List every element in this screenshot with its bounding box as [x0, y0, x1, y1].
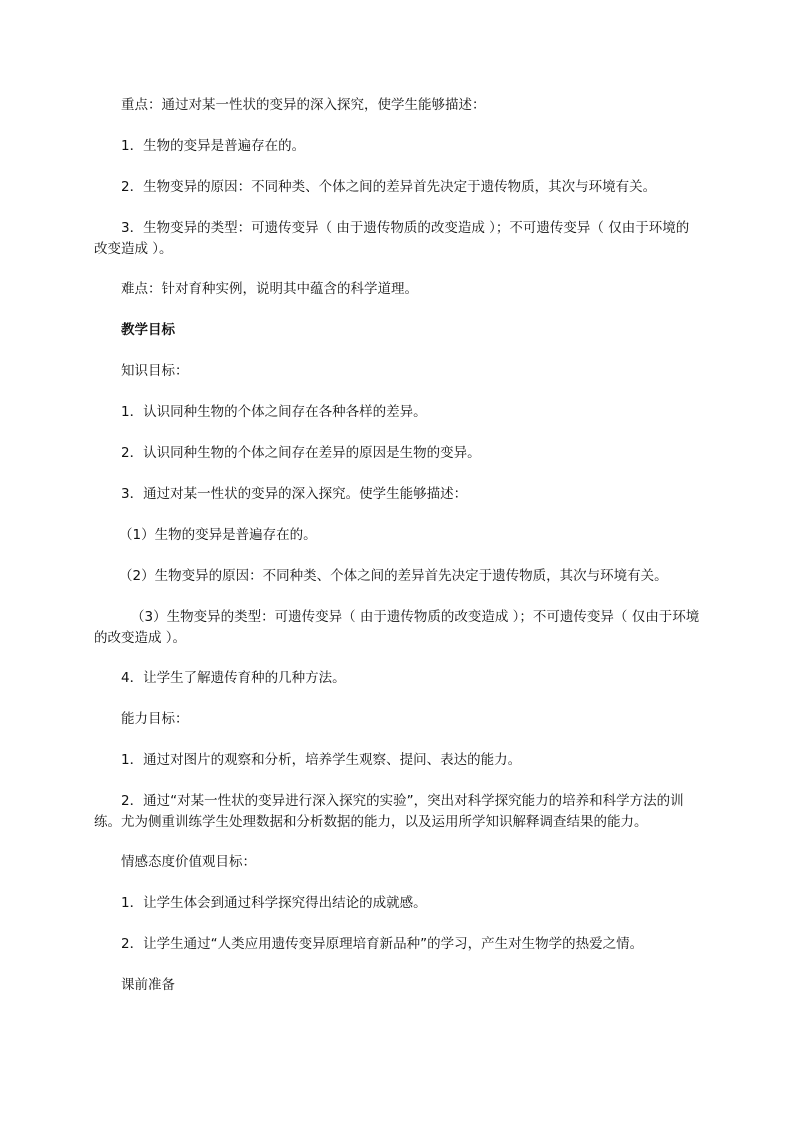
- knowledge-subitem-3: （3）生物变异的类型：可遗传变异（ 由于遗传物质的改变造成 ）；不可遗传变异（ 仅由于环境的改变造成 ）。: [94, 609, 700, 646]
- key-point-item-2: 2．生物变异的原因：不同种类、个体之间的差异首先决定于遗传物质，其次与环境有关。: [121, 179, 657, 195]
- knowledge-subitem-2: （2）生物变异的原因：不同种类、个体之间的差异首先决定于遗传物质，其次与环境有关。: [119, 568, 668, 584]
- ability-item-1: 1．通过对图片的观察和分析，培养学生观察、提问、表达的能力。: [121, 752, 522, 768]
- ability-item-2: 2．通过“对某一性状的变异进行深入探究的实验”，突出对科学探究能力的培养和科学方法的训练。尤为侧重训练学生处理数据和分析数据的能力，以及运用所学知识解释调查结果的能力。: [94, 793, 684, 830]
- knowledge-item-4: 4．让学生了解遗传育种的几种方法。: [121, 670, 346, 686]
- knowledge-subitem-1: （1）生物的变异是普遍存在的。: [119, 527, 317, 543]
- difficulty-paragraph: 难点：针对育种实例，说明其中蕴含的科学道理。: [121, 281, 418, 297]
- subheading-knowledge-objectives: 知识目标：: [121, 363, 189, 379]
- key-point-item-1: 1．生物的变异是普遍存在的。: [121, 138, 306, 154]
- section-heading-teaching-objectives: 教学目标: [121, 322, 175, 338]
- knowledge-item-3: 3．通过对某一性状的变异的深入探究。使学生能够描述：: [121, 486, 468, 502]
- subheading-ability-objectives: 能力目标：: [121, 711, 189, 727]
- attitude-item-2: 2．让学生通过“人类应用遗传变异原理培育新品种”的学习，产生对生物学的热爱之情。: [121, 936, 644, 952]
- attitude-item-1: 1．让学生体会到通过科学探究得出结论的成就感。: [121, 895, 427, 911]
- key-points-paragraph: 重点：通过对某一性状的变异的深入探究，使学生能够描述：: [121, 97, 486, 113]
- subheading-attitude-objectives: 情感态度价值观目标：: [121, 854, 256, 870]
- knowledge-item-1: 1．认识同种生物的个体之间存在各种各样的差异。: [121, 404, 427, 420]
- knowledge-item-2: 2．认识同种生物的个体之间存在差异的原因是生物的变异。: [121, 445, 481, 461]
- subheading-preparation: 课前准备: [121, 977, 175, 993]
- key-point-item-3: 3．生物变异的类型：可遗传变异（ 由于遗传物质的改变造成 ）；不可遗传变异（ 仅由于环境的改变造成 ）。: [94, 220, 690, 257]
